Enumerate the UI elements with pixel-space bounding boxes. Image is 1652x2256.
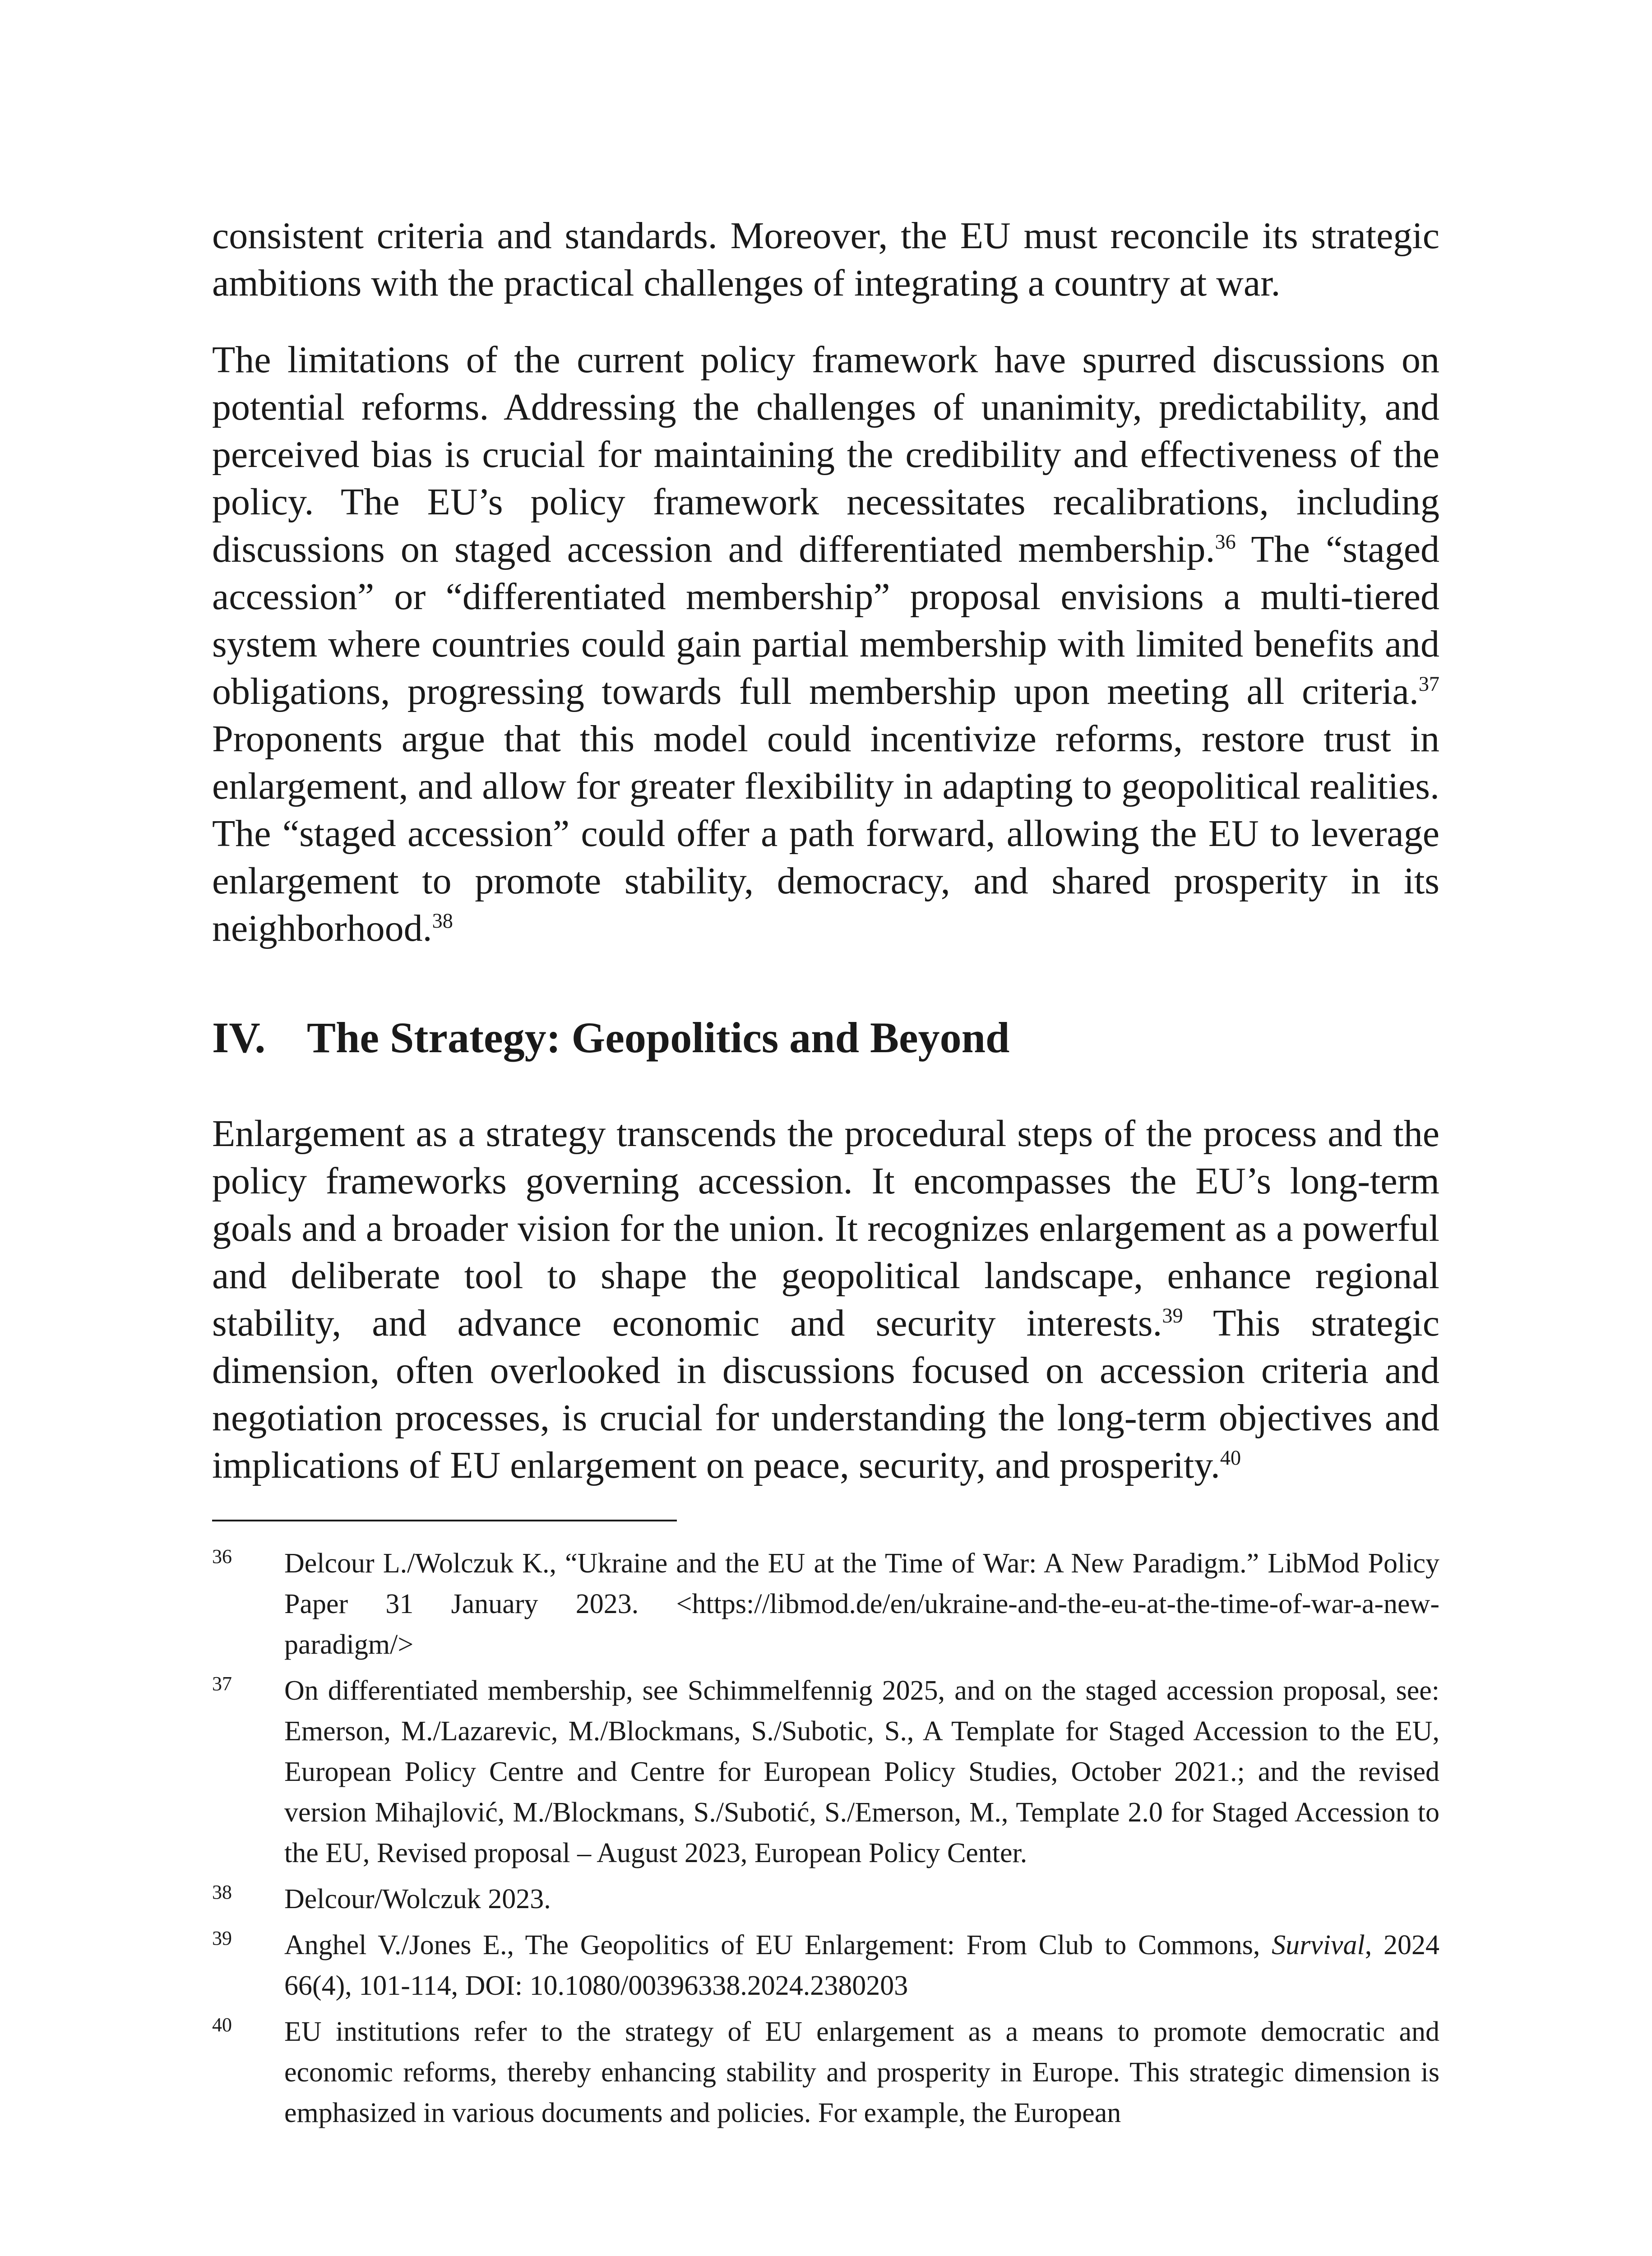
footnote-ref-37[interactable]: 37 <box>1418 672 1439 695</box>
footnote-37 <box>212 1670 1439 1873</box>
footnote-ref-36[interactable]: 36 <box>1215 530 1236 553</box>
footnote-text: Delcour/Wolczuk 2023. <box>284 1884 551 1914</box>
footnote-number: 39 <box>212 1927 232 1949</box>
footnote-number: 40 <box>212 2014 232 2036</box>
footnote-divider <box>212 1520 677 1521</box>
paragraph-staged-accession <box>212 336 1439 952</box>
footnote-number: 38 <box>212 1881 232 1903</box>
paragraph-strategy <box>212 1110 1439 1489</box>
journal-title: Survival <box>1272 1930 1365 1960</box>
paragraph-text: Proponents argue that this model could incentivize reforms, restore trust in enlargement, and allow for greater flexibility in adapting to geopolitical realities. The “staged accession” could offer a path forward, allowing the EU to leverage enlargement to promote stability, democracy, and shared prosperity in its neighborhood. <box>212 718 1439 949</box>
footnote-number: 36 <box>212 1545 232 1567</box>
footnote-38 <box>212 1879 1439 1919</box>
footnote-text-part: , 2024 66(4), 101-114, DOI: 10.1080/00396338.2024.2380203 <box>284 1930 1440 2001</box>
footnote-text: On differentiated membership, see Schimmelfennig 2025, and on the staged accession proposal, see: Emerson, M./Lazarevic, M./Blockmans, S./Subotic, S., A Template for Staged Accession to the EU, European Policy Centre and Centre for European Policy Studies, October 2021.; and the revised version Mihajlović, M./Blockmans, S./Subotić, S./Emerson, M., Template 2.0 for Staged Accession to the EU, Revised proposal – August 2023, European Policy Center. <box>284 1675 1439 1868</box>
paragraph-text: This strategic dimension, often overlooked in discussions focused on accession criteria and negotiation processes, is crucial for understanding the long-term objectives and implications of EU enlargement on peace, security, and prosperity. <box>212 1302 1439 1486</box>
paragraph-text: consistent criteria and standards. Moreover, the EU must reconcile its strategic ambitions with the practical challenges of integrating a country at war. <box>212 215 1439 304</box>
footnotes <box>212 1543 1439 2139</box>
footnote-ref-39[interactable]: 39 <box>1162 1304 1183 1327</box>
footnote-text <box>284 1925 1439 2006</box>
footnote-number: 37 <box>212 1673 232 1695</box>
footnote-ref-38[interactable]: 38 <box>432 909 453 932</box>
footnote-ref-40[interactable]: 40 <box>1220 1446 1241 1469</box>
paragraph-text: Enlargement as a strategy transcends the procedural steps of the process and the policy frameworks governing accession. It encompasses the EU’s long-term goals and a broader vision for the union. It recognizes enlargement as a powerful and deliberate tool to shape the geopolitical landscape, enhance regional stability, and advance economic and security interests. <box>212 1113 1439 1344</box>
paragraph-continuation <box>212 212 1439 307</box>
paragraph-text: The limitations of the current policy framework have spurred discussions on potential reforms. Addressing the challenges of unanimity, predictability, and perceived bias is crucial for maintaining the credibility and effectiveness of the policy. The EU’s policy framework necessitates recalibrations, including discussions on staged accession and differentiated membership. <box>212 339 1439 570</box>
footnote-text: Delcour L./Wolczuk K., “Ukraine and the EU at the Time of War: A New Paradigm.” LibMod Policy Paper 31 January 2023. <https://libmod.de/en/ukraine-and-the-eu-at-the-time-of-war-a-new-paradigm/> <box>284 1548 1439 1660</box>
footnote-text-part: Anghel V./Jones E., The Geopolitics of EU Enlargement: From Club to Commons, <box>284 1930 1272 1960</box>
footnote-36 <box>212 1543 1439 1665</box>
paragraph-text: The “staged accession” or “differentiated membership” proposal envisions a multi-tiered system where countries could gain partial membership with limited benefits and obligations, progressing towards full membership upon meeting all criteria. <box>212 528 1439 712</box>
section-heading <box>212 1011 1439 1065</box>
footnote-39 <box>212 1925 1439 2006</box>
footnote-40 <box>212 2011 1439 2133</box>
footnote-text: EU institutions refer to the strategy of EU enlargement as a means to promote democratic and economic reforms, thereby enhancing stability and prosperity in Europe. This strategic dimension is emphasized in various documents and policies. For example, the European <box>284 2016 1439 2128</box>
section-number: IV. <box>212 1013 266 1062</box>
section-title: The Strategy: Geopolitics and Beyond <box>307 1013 1010 1062</box>
